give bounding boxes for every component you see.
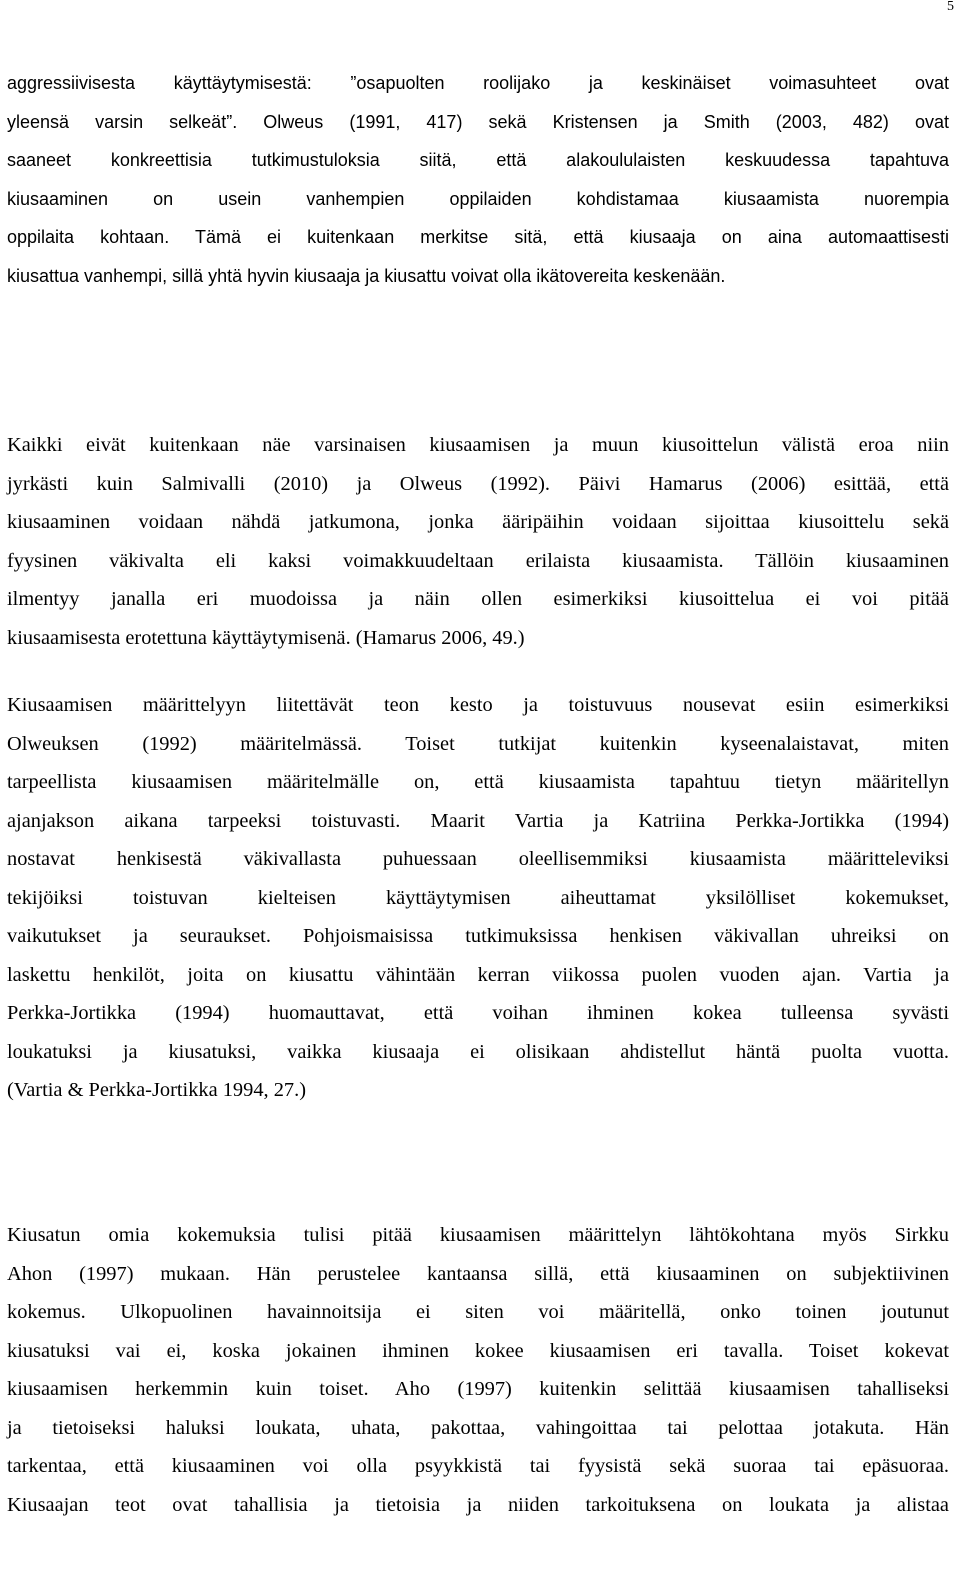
text-line: tarkentaa, että kiusaaminen voi olla psyykkistä tai fyysistä sekä suoraa tai epäsuoraa. [7,1455,949,1477]
text-line: Kiusaajan teot ovat tahallisia ja tietoisia ja niiden tarkoituksena on loukata ja alistaa [7,1493,949,1516]
text-line: aggressiivisesta käyttäytymisestä: ”osapuolten roolijako ja keskinäiset voimasuhteet ovat [7,73,949,93]
text-line: Ahon (1997) mukaan. Hän perustelee kantaansa sillä, että kiusaaminen on subjektiivinen [7,1262,949,1285]
text-line: Kiusatun omia kokemuksia tulisi pitää kiusaamisen määrittelyn lähtökohtana myös Sirkku [7,1224,949,1246]
text-line: (Vartia & Perkka-Jortikka 1994, 27.) [7,1079,306,1101]
text-line: kiusatuksi vai ei, koska jokainen ihminen kokee kiusaamisen eri tavalla. Toiset kokevat [7,1339,949,1362]
text-line: laskettu henkilöt, joita on kiusattu vähintään kerran viikossa puolen vuoden ajan. Vartia ja [7,963,949,986]
text-line: fyysinen väkivalta eli kaksi voimakkuudeltaan erilaista kiusaamista. Tällöin kiusaaminen [7,549,949,572]
text-line: ja tietoiseksi haluksi loukata, uhata, pakottaa, vahingoittaa tai pelottaa jotakuta. Hän [7,1416,949,1439]
text-line: Perkka-Jortikka (1994) huomauttavat, että voihan ihminen kokea tulleensa syvästi [7,1002,949,1024]
text-line: kiusaaminen voidaan nähdä jatkumona, jonka ääripäihin voidaan sijoittaa kiusoittelu sekä [7,511,949,533]
text-line: kokemus. Ulkopuolinen havainnoitsija ei siten voi määritellä, onko toinen joutunut [7,1301,949,1323]
text-line: nostavat henkisestä väkivallasta puhuessaan oleellisemmiksi kiusaamista määritteleviksi [7,848,949,870]
text-line: Kiusaamisen määrittelyyn liitettävät teon kesto ja toistuvuus nousevat esiin esimerkiksi [7,694,949,716]
text-line: vaikutukset ja seuraukset. Pohjoismaisissa tutkimuksissa henkisen väkivallan uhreiksi on [7,925,949,947]
text-line: ajanjakson aikana tarpeeksi toistuvasti. Maarit Vartia ja Katriina Perkka-Jortikka (1994) [7,809,949,832]
text-line: tarpeellista kiusaamisen määritelmälle on, että kiusaamista tapahtuu tietyn määritellyn [7,771,949,793]
text-line: tekijöiksi toistuvan kielteisen käyttäytymisen aiheuttamat yksilölliset kokemukset, [7,886,949,909]
paragraph-4 [7,1216,949,1524]
text-line: Olweuksen (1992) määritelmässä. Toiset tutkijat kuitenkin kyseenalaistavat, miten [7,732,949,755]
text-line: kiusaamisen herkemmin kuin toiset. Aho (1997) kuitenkin selittää kiusaamisen tahalliseksi [7,1378,949,1400]
page-number: 5 [947,0,954,14]
text-line: yleensä varsin selkeät”. Olweus (1991, 417) sekä Kristensen ja Smith (2003, 482) ovat [7,111,949,132]
text-line: kiusaaminen on usein vanhempien oppilaiden kohdistamaa kiusaamista nuorempia [7,188,949,209]
text-line: oppilaita kohtaan. Tämä ei kuitenkaan merkitse sitä, että kiusaaja on aina automaattisesti [7,227,949,247]
paragraph-2 [7,426,949,657]
text-line: Kaikki eivät kuitenkaan näe varsinaisen kiusaamisen ja muun kiusoittelun välistä eroa niin [7,434,949,456]
text-line: kiusattua vanhempi, sillä yhtä hyvin kiusaaja ja kiusattu voivat olla ikätovereita keskenään. [7,265,726,286]
text-line: saaneet konkreettisia tutkimustuloksia siitä, että alakoululaisten keskuudessa tapahtuva [7,150,949,170]
text-line: jyrkästi kuin Salmivalli (2010) ja Olweus (1992). Päivi Hamarus (2006) esittää, että [7,472,949,495]
text-line: ilmentyy janalla eri muodoissa ja näin ollen esimerkiksi kiusoittelua ei voi pitää [7,588,949,610]
text-line: loukatuksi ja kiusatuksi, vaikka kiusaaja ei olisikaan ahdistellut häntä puolta vuotta. [7,1040,949,1063]
paragraph-3 [7,686,949,1110]
paragraph-1 [7,64,949,295]
text-line: kiusaamisesta erotettuna käyttäytymisenä. (Hamarus 2006, 49.) [7,626,525,649]
